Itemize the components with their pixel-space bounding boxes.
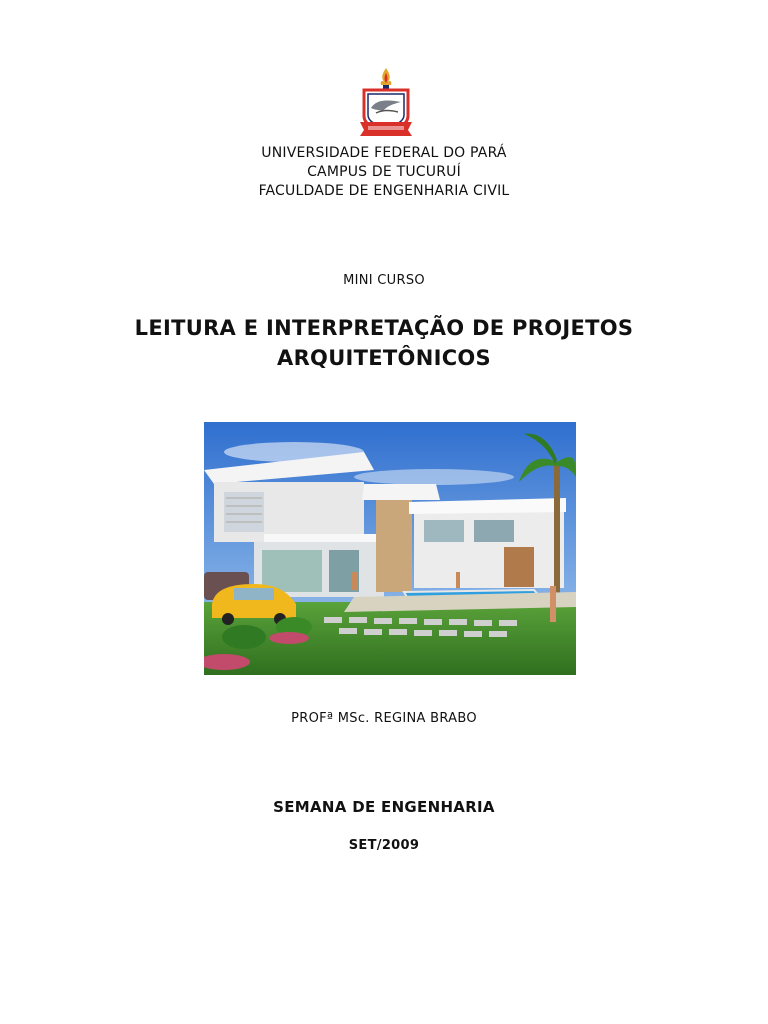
- institution-block: [0, 144, 768, 201]
- university-name: UNIVERSIDADE FEDERAL DO PARÁ: [261, 145, 507, 161]
- course-type: MINI CURSO: [343, 273, 425, 288]
- title-line-2: ARQUITETÔNICOS: [277, 346, 491, 370]
- document-date: SET/2009: [348, 838, 420, 853]
- title-line-1: LEITURA E INTERPRETAÇÃO DE PROJETOS: [134, 316, 634, 340]
- event-name: SEMANA DE ENGENHARIA: [273, 798, 495, 816]
- author-name: PROFª MSc. REGINA BRABO: [291, 711, 477, 726]
- university-crest-logo: [356, 66, 416, 138]
- campus-name: CAMPUS DE TUCURUÍ: [307, 164, 461, 180]
- faculty-name: FACULDADE DE ENGENHARIA CIVIL: [258, 183, 510, 199]
- document-title: [0, 313, 768, 373]
- house-rendering-image: [204, 422, 576, 675]
